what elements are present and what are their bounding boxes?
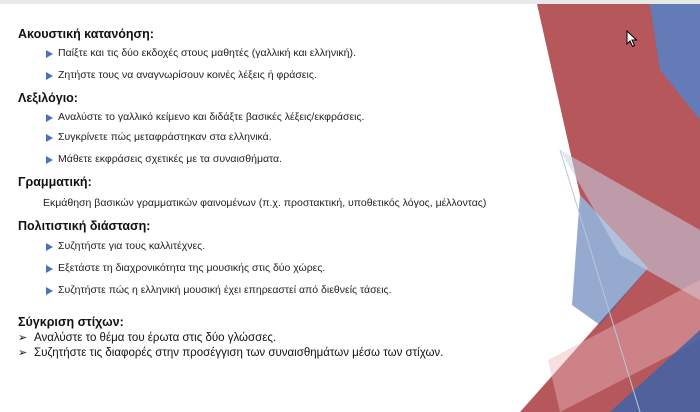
section-heading: Σύγκριση στίχων: bbox=[18, 315, 124, 329]
section-heading: Γραμματική: bbox=[18, 175, 92, 189]
triangle-bullet-icon bbox=[46, 265, 53, 273]
slide-content bbox=[18, 26, 578, 361]
list-item: Συζητήστε για τους καλλιτέχνες. bbox=[18, 240, 578, 262]
triangle-bullet-icon bbox=[46, 114, 53, 122]
grammar-text: Εκμάθηση βασικών γραμματικών φαινομένων (π.χ. προστακτική, υποθετικός λόγος, μέλλοντας) bbox=[43, 197, 487, 209]
section-listening bbox=[18, 26, 578, 89]
arrow-bullet-icon: ➢ bbox=[18, 332, 28, 344]
list-item: Συγκρίνετε πώς μεταφράστηκαν στα ελληνικά. bbox=[18, 131, 578, 153]
triangle-bullet-icon bbox=[46, 243, 53, 251]
section-lyrics-comparison bbox=[18, 314, 578, 361]
list-item: Ζητήστε τους να αναγνωρίσουν κοινές λέξεις ή φράσεις. bbox=[18, 69, 578, 89]
triangle-bullet-icon bbox=[46, 134, 53, 142]
triangle-bullet-icon bbox=[46, 50, 53, 58]
list-item: Παίξτε και τις δύο εκδοχές στους μαθητές (γαλλική και ελληνική). bbox=[18, 47, 578, 69]
list-item: Αναλύστε το γαλλικό κείμενο και διδάξτε βασικές λέξεις/εκφράσεις. bbox=[18, 111, 578, 131]
section-grammar bbox=[18, 174, 578, 217]
triangle-bullet-icon bbox=[46, 287, 53, 295]
list-item: Συζητήστε πώς η ελληνική μουσική έχει επηρεαστεί από διεθνείς τάσεις. bbox=[18, 284, 578, 304]
mouse-cursor-icon bbox=[626, 30, 638, 53]
list-item: Εξετάστε τη διαχρονικότητα της μουσικής στις δύο χώρες. bbox=[18, 262, 578, 284]
section-heading: Λεξιλόγιο: bbox=[18, 91, 78, 105]
list-item: ➢ Συζητήστε τις διαφορές στην προσέγγιση των συναισθημάτων μέσω των στίχων. bbox=[18, 347, 444, 359]
section-culture bbox=[18, 218, 578, 304]
list-item: Μάθετε εκφράσεις σχετικές με τα συναισθήματα. bbox=[18, 153, 578, 172]
section-heading: Πολιτιστική διάσταση: bbox=[18, 219, 151, 233]
section-heading: Ακουστική κατανόηση: bbox=[18, 27, 154, 41]
arrow-bullet-icon: ➢ bbox=[18, 347, 28, 359]
triangle-bullet-icon bbox=[46, 156, 53, 164]
section-vocabulary bbox=[18, 90, 578, 172]
triangle-bullet-icon bbox=[46, 72, 53, 80]
list-item: ➢ Αναλύστε το θέμα του έρωτα στις δύο γλώσσες. bbox=[18, 332, 277, 344]
